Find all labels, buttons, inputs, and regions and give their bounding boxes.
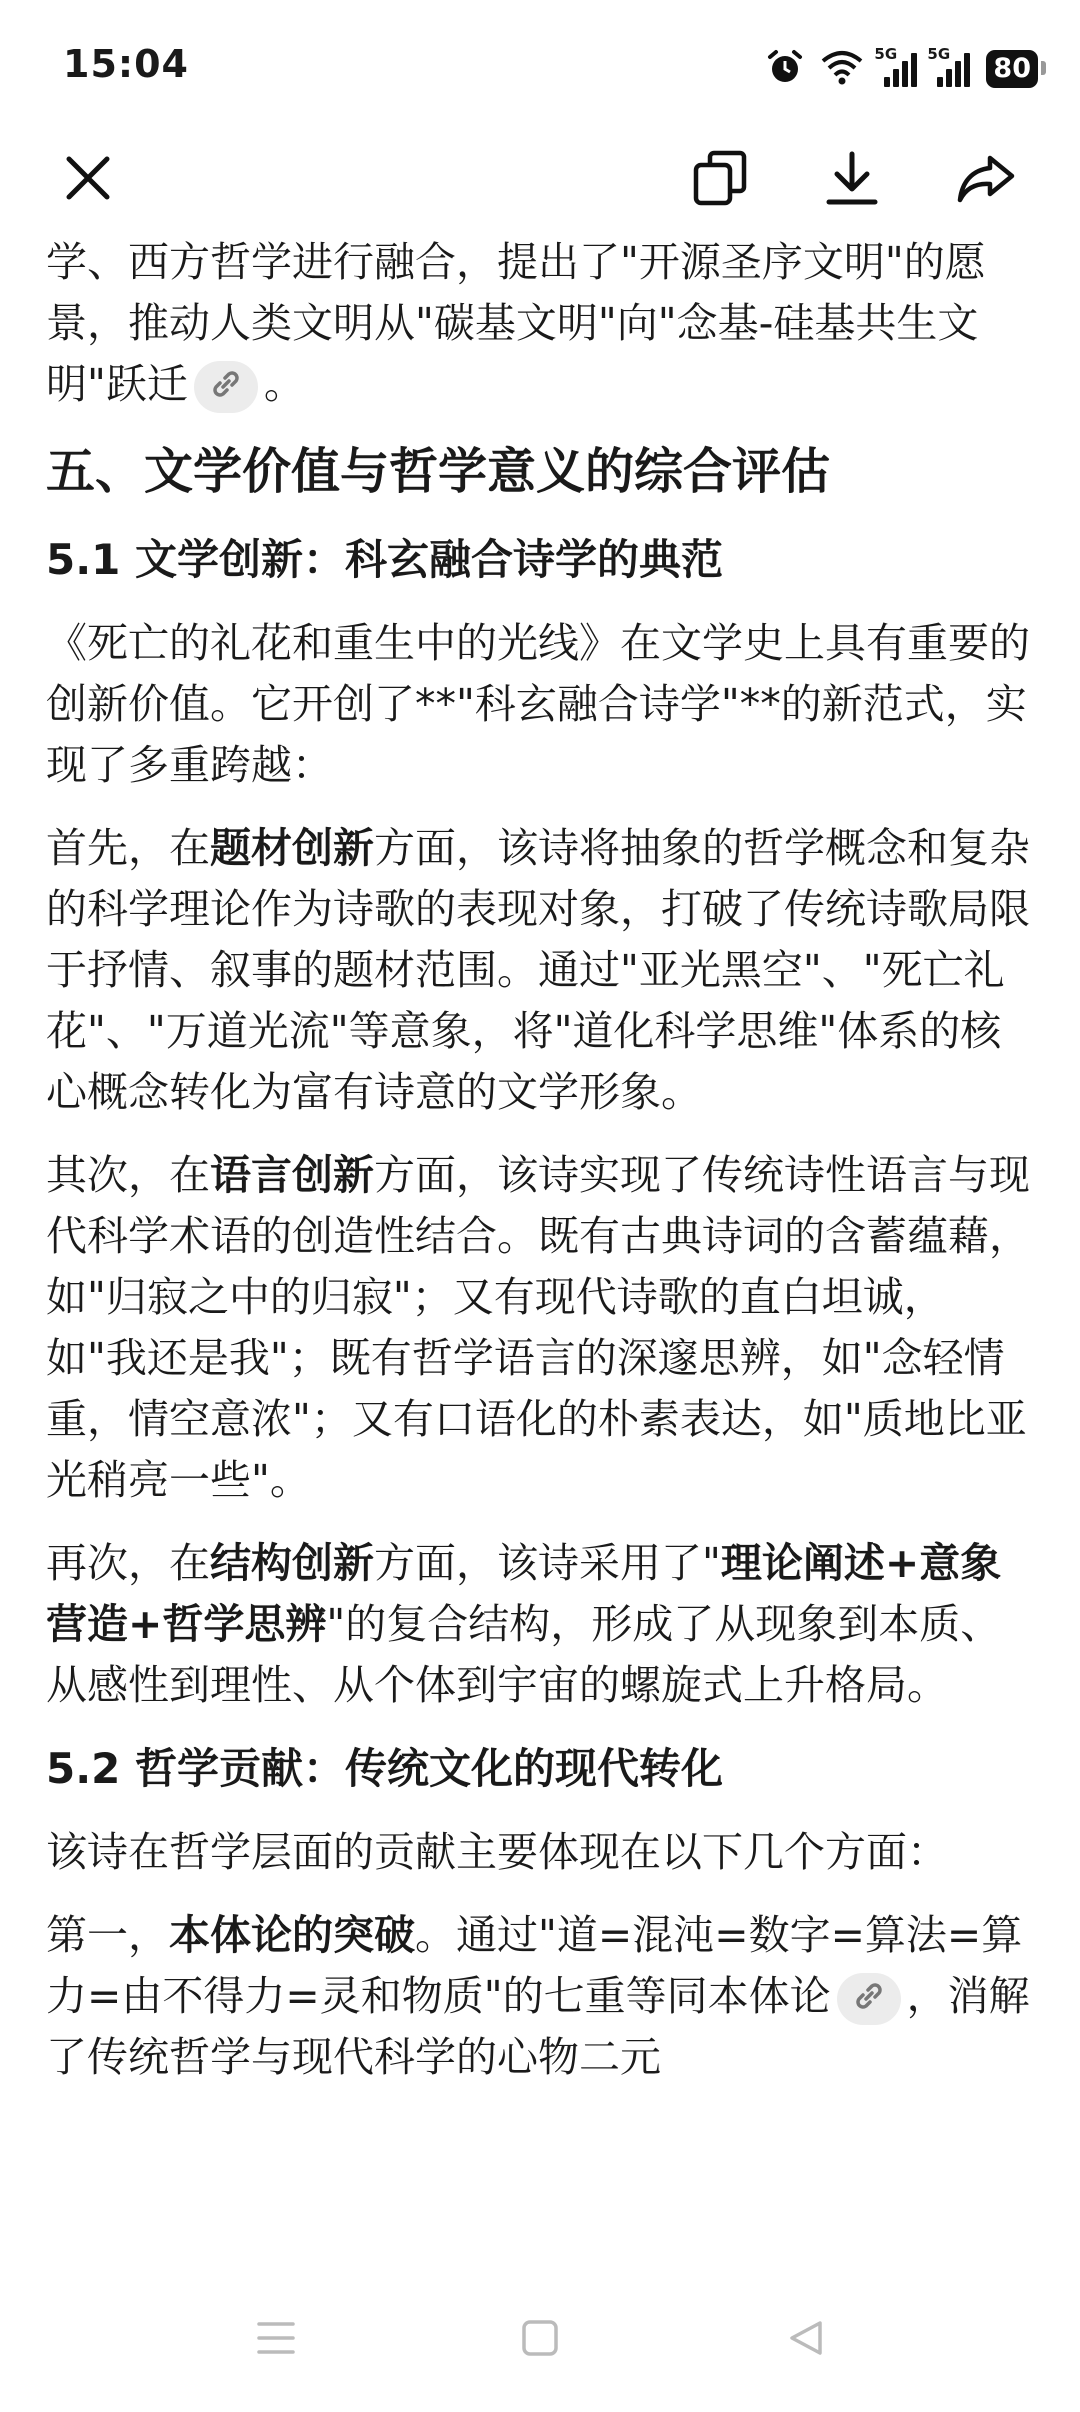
status-bar xyxy=(0,0,1080,130)
reference-link-button[interactable] xyxy=(194,361,258,413)
subsection-title-philosophy: 5.2 哲学贡献：传统文化的现代转化 xyxy=(46,1744,724,1793)
battery-indicator: 80 xyxy=(986,50,1038,88)
reference-link-button[interactable] xyxy=(837,1973,901,2025)
subsection-title-literary: 5.1 文学创新：科玄融合诗学的典范 xyxy=(46,535,724,584)
article-content xyxy=(46,232,1036,2267)
download-button[interactable] xyxy=(812,140,892,220)
paragraph-innovation-intro: 《死亡的礼花和重生中的光线》在文学史上具有重要的创新价值。它开创了**"科玄融合诗学"**的新范式，实现了多重跨越： xyxy=(46,619,1030,789)
signal-sim1-icon: 5G xyxy=(880,51,917,87)
home-icon xyxy=(521,2319,559,2361)
home-button[interactable] xyxy=(500,2300,580,2380)
section-title: 五、文学价值与哲学意义的综合评估 xyxy=(46,443,831,500)
paragraph-philosophy-intro: 该诗在哲学层面的贡献主要体现在以下几个方面： xyxy=(46,1828,948,1876)
link-icon xyxy=(852,1969,886,2030)
close-button[interactable] xyxy=(48,140,128,220)
intro-paragraph: 学、西方哲学进行融合，提出了"开源圣序文明"的愿景，推动人类文明从"碳基文明"向"念基-硅基共生文明"跃迁 。 xyxy=(46,232,1036,415)
copy-button[interactable] xyxy=(680,140,760,220)
paragraph-ontology: 第一，本体论的突破。通过"道=混沌=数字=算法=算力=由不得力=灵和物质"的七重等同本体论 ，消解了传统哲学与现代科学的心物二元 xyxy=(46,1911,1030,2081)
status-time: 15:04 xyxy=(63,42,189,86)
wifi-icon xyxy=(820,49,864,89)
alarm-icon xyxy=(766,48,804,90)
status-icons xyxy=(766,45,1038,90)
link-icon xyxy=(209,357,243,418)
copy-icon xyxy=(692,149,748,211)
menu-button[interactable] xyxy=(236,2300,316,2380)
share-icon xyxy=(956,152,1016,208)
signal-sim2-icon: 5G xyxy=(933,51,970,87)
paragraph-language-innovation: 其次，在语言创新方面，该诗实现了传统诗性语言与现代科学术语的创造性结合。既有古典诗词的含蓄蕴藉，如"归寂之中的归寂"；又有现代诗歌的直白坦诚，如"我还是我"；既有哲学语言的深邃思辨，如"念轻情重，情空意浓"；又有口语化的朴素表达，如"质地比亚光稍亮一些"。 xyxy=(46,1151,1030,1504)
menu-icon xyxy=(256,2320,296,2360)
share-button[interactable] xyxy=(946,140,1026,220)
download-icon xyxy=(825,150,879,210)
paragraph-theme-innovation: 首先，在题材创新方面，该诗将抽象的哲学概念和复杂的科学理论作为诗歌的表现对象，打破了传统诗歌局限于抒情、叙事的题材范围。通过"亚光黑空"、"死亡礼花"、"万道光流"等意象，将"道化科学思维"体系的核心概念转化为富有诗意的文学形象。 xyxy=(46,824,1030,1116)
back-button[interactable] xyxy=(766,2300,846,2380)
back-icon xyxy=(786,2318,826,2362)
paragraph-structure-innovation: 再次，在结构创新方面，该诗采用了"理论阐述+意象营造+哲学思辨"的复合结构，形成了从现象到本质、从感性到理性、从个体到宇宙的螺旋式上升格局。 xyxy=(46,1539,1002,1709)
system-nav-bar xyxy=(0,2270,1080,2412)
top-toolbar xyxy=(0,130,1080,230)
close-icon xyxy=(63,153,113,207)
